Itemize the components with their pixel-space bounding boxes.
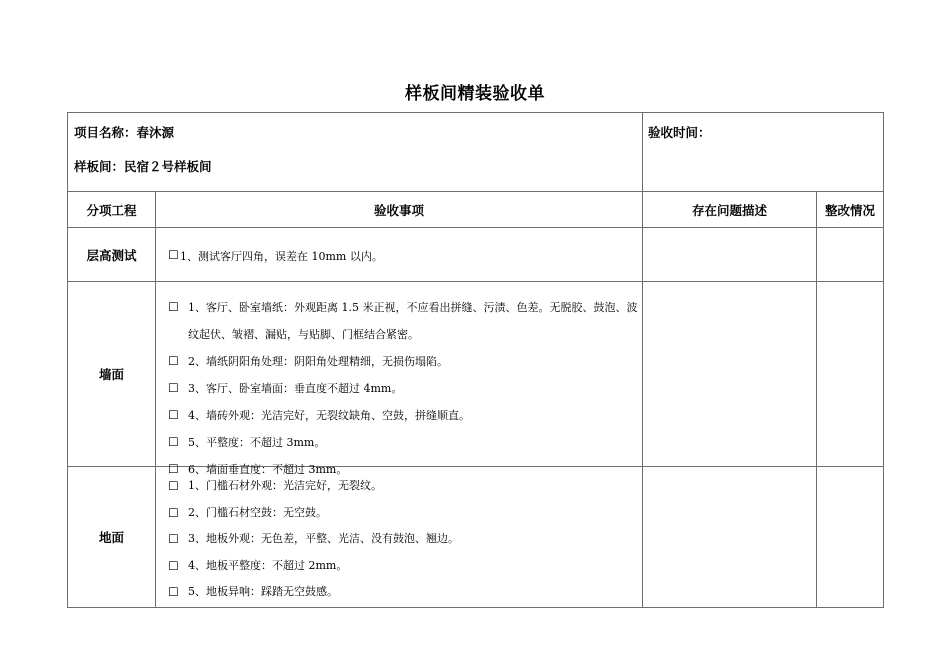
wall-category: 墙面 — [68, 282, 156, 467]
checklist-item[interactable]: ☐ 3、客厅、卧室墙面：垂直度不超过 4mm。 — [168, 375, 638, 402]
checkbox-icon[interactable]: ☐ — [168, 585, 179, 599]
wall-items-cell — [156, 282, 643, 476]
checklist-item[interactable]: ☐ 2、门槛石材空鼓：无空鼓。 — [168, 500, 642, 527]
header-issues: 存在问题描述 — [643, 192, 817, 228]
checklist-item[interactable]: ☐ 5、平整度：不超过 3mm。 — [168, 429, 638, 456]
header-row — [68, 192, 884, 228]
checklist-item[interactable]: ☐ 2、墙纸阴阳角处理：阴阳角处理精细，无损伤塌陷。 — [168, 348, 638, 375]
ceiling-row — [68, 228, 884, 282]
checklist-item[interactable]: ☐ 6、墙面垂直度：不超过 3mm。 — [168, 456, 638, 483]
checklist-item[interactable]: ☐ 4、墙砖外观：光洁完好，无裂纹缺角、空鼓，拼缝顺直。 — [168, 402, 638, 429]
floor-row — [68, 467, 884, 608]
checklist-item[interactable]: ☐ 3、地板外观：无色差，平整、光洁、没有鼓泡、翘边。 — [168, 526, 642, 553]
wall-row — [68, 282, 884, 467]
inspection-time-cell — [643, 113, 884, 192]
checklist-item[interactable]: ☐ 1、客厅、卧室墙纸：外观距离 1.5 米正视，不应看出拼缝、污渍、色差。无脱胶、鼓泡、波纹起伏、皱褶、漏贴，与贴脚、门框结合紧密。 — [168, 294, 638, 348]
wall-rectify-cell[interactable] — [817, 282, 884, 467]
inspection-time-label: 验收时间： — [648, 125, 711, 140]
ceiling-items-cell — [156, 228, 643, 282]
header-category: 分项工程 — [68, 192, 156, 228]
floor-issues-cell[interactable] — [643, 467, 817, 608]
checkbox-icon[interactable]: ☐ — [168, 300, 179, 314]
header-rectify: 整改情况 — [817, 192, 884, 228]
checkbox-icon[interactable]: ☐ — [168, 462, 179, 476]
project-info-row — [68, 113, 884, 192]
checklist-item[interactable]: ☐ 1、测试客厅四角，误差在 10mm 以内。 — [168, 248, 383, 263]
project-name: 项目名称：春沐源 — [74, 125, 175, 140]
floor-rectify-cell[interactable] — [817, 467, 884, 608]
checkbox-icon[interactable]: ☐ — [168, 435, 179, 449]
checkbox-icon[interactable]: ☐ — [168, 558, 179, 573]
checkbox-icon[interactable]: ☐ — [168, 354, 179, 368]
checkbox-icon[interactable]: ☐ — [168, 505, 179, 520]
ceiling-issues-cell[interactable] — [643, 228, 817, 282]
form-title: 样板间精装验收单 — [405, 84, 545, 104]
checkbox-icon[interactable]: ☐ — [168, 479, 179, 493]
project-info-cell — [68, 113, 643, 192]
ceiling-category: 层高测试 — [68, 228, 156, 282]
acceptance-table — [67, 112, 884, 608]
wall-issues-cell[interactable] — [643, 282, 817, 467]
checkbox-icon[interactable]: ☐ — [168, 532, 179, 546]
ceiling-rectify-cell[interactable] — [817, 228, 884, 282]
header-items: 验收事项 — [156, 192, 643, 228]
checkbox-icon[interactable]: ☐ — [168, 408, 179, 422]
floor-category: 地面 — [68, 467, 156, 608]
checkbox-icon[interactable]: ☐ — [168, 248, 179, 262]
checklist-item[interactable]: ☐ 1、门槛石材外观：光洁完好，无裂纹。 — [168, 473, 642, 500]
checklist-item[interactable]: ☐ 4、地板平整度：不超过 2mm。 — [168, 553, 642, 580]
checklist-item[interactable]: ☐ 5、地板异响：踩踏无空鼓感。 — [168, 579, 642, 606]
sample-room-name: 样板间：民宿２号样板间 — [74, 159, 212, 174]
checkbox-icon[interactable]: ☐ — [168, 381, 179, 395]
floor-items-cell — [156, 467, 643, 608]
